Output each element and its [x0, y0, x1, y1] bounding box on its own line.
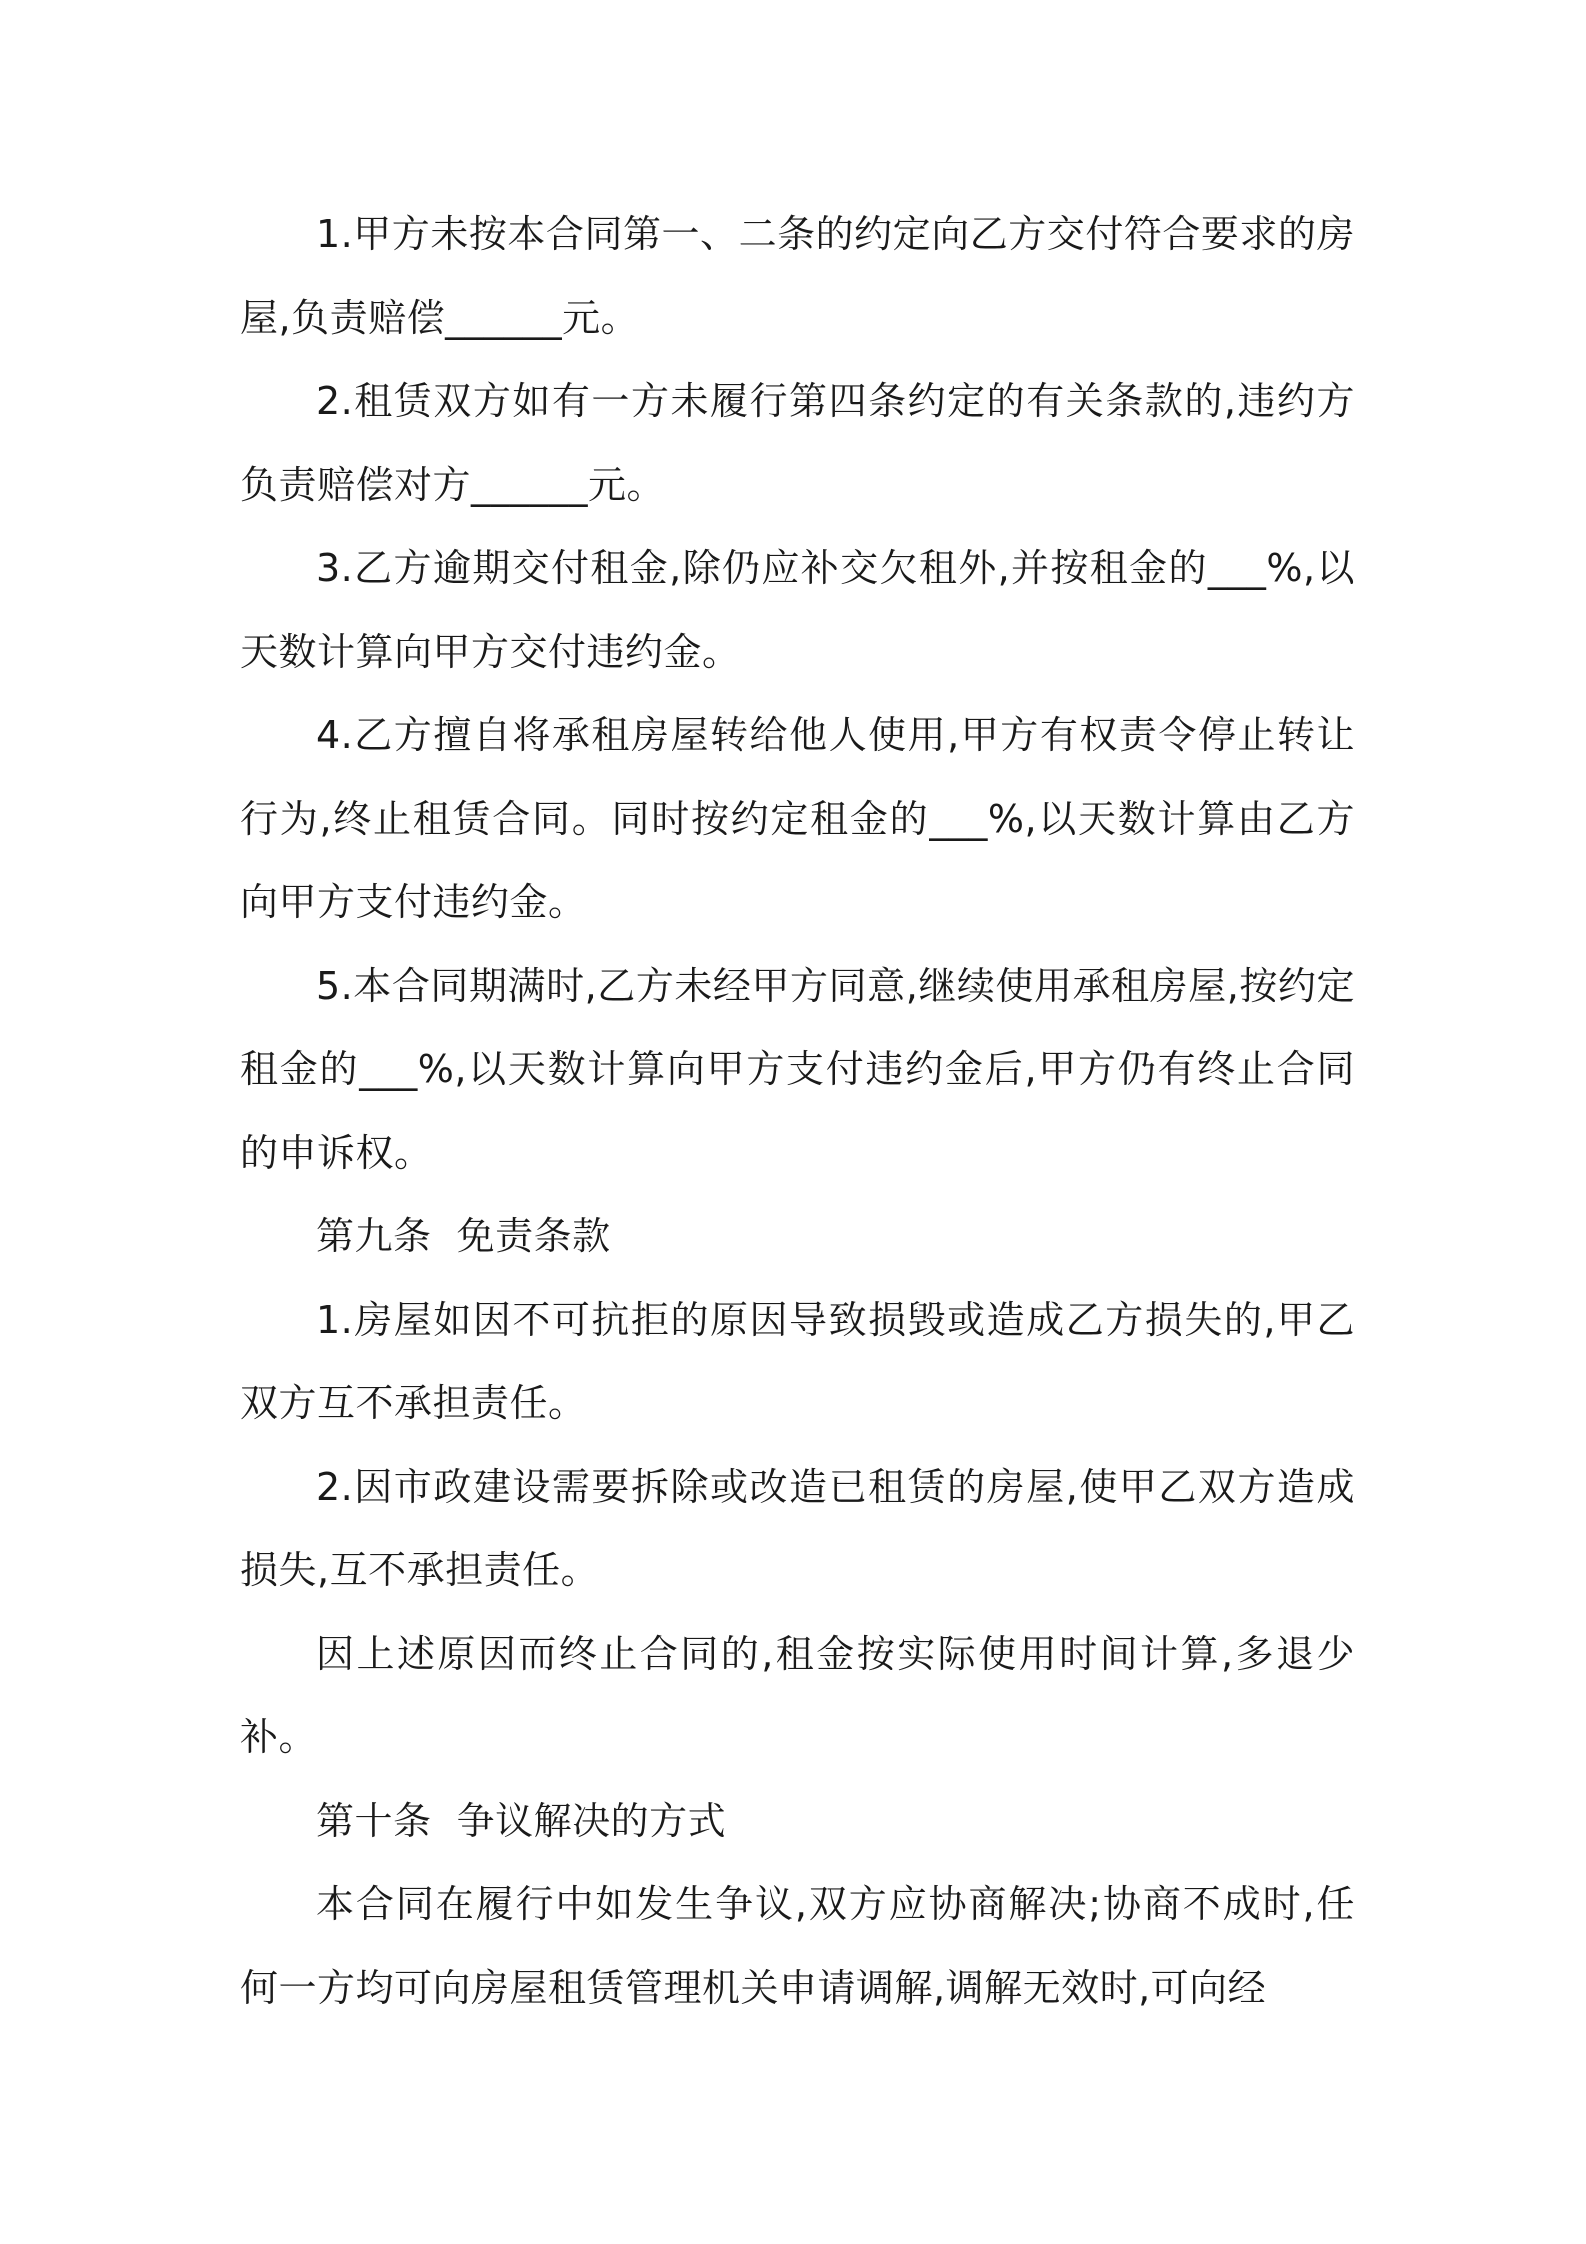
clause-9-item-1: 1.房屋如因不可抗拒的原因导致损毁或造成乙方损失的,甲乙双方互不承担责任。: [240, 1297, 1355, 1425]
clause-8-item-4: 4.乙方擅自将承租房屋转给他人使用,甲方有权责令停止转让行为,终止租赁合同。同时按约定租金的___%,以天数计算由乙方向甲方支付违约金。: [240, 713, 1355, 924]
clause-9-item-2: 2.因市政建设需要拆除或改造已租赁的房屋,使甲乙双方造成损失,互不承担责任。: [240, 1464, 1355, 1592]
clause-8-item-3: 3.乙方逾期交付租金,除仍应补交欠租外,并按租金的___%,以天数计算向甲方交付违约金。: [240, 546, 1355, 674]
clause-9-note: 因上述原因而终止合同的,租金按实际使用时间计算,多退少补。: [240, 1631, 1355, 1759]
clause-10-heading: 第十条 争议解决的方式: [316, 1798, 727, 1843]
clause-10-body: 本合同在履行中如发生争议,双方应协商解决;协商不成时,任何一方均可向房屋租赁管理机关申请调解,调解无效时,可向经: [240, 1882, 1355, 2010]
clause-8-item-5: 5.本合同期满时,乙方未经甲方同意,继续使用承租房屋,按约定租金的___%,以天数计算向甲方支付违约金后,甲方仍有终止合同的申诉权。: [240, 963, 1355, 1175]
document-body: [240, 193, 1355, 2030]
clause-8-item-1: 1.甲方未按本合同第一、二条的约定向乙方交付符合要求的房屋,负责赔偿______元。: [240, 212, 1355, 340]
clause-9-heading: 第九条 免责条款: [316, 1214, 611, 1258]
clause-8-item-2: 2.租赁双方如有一方未履行第四条约定的有关条款的,违约方负责赔偿对方______元。: [240, 379, 1355, 507]
